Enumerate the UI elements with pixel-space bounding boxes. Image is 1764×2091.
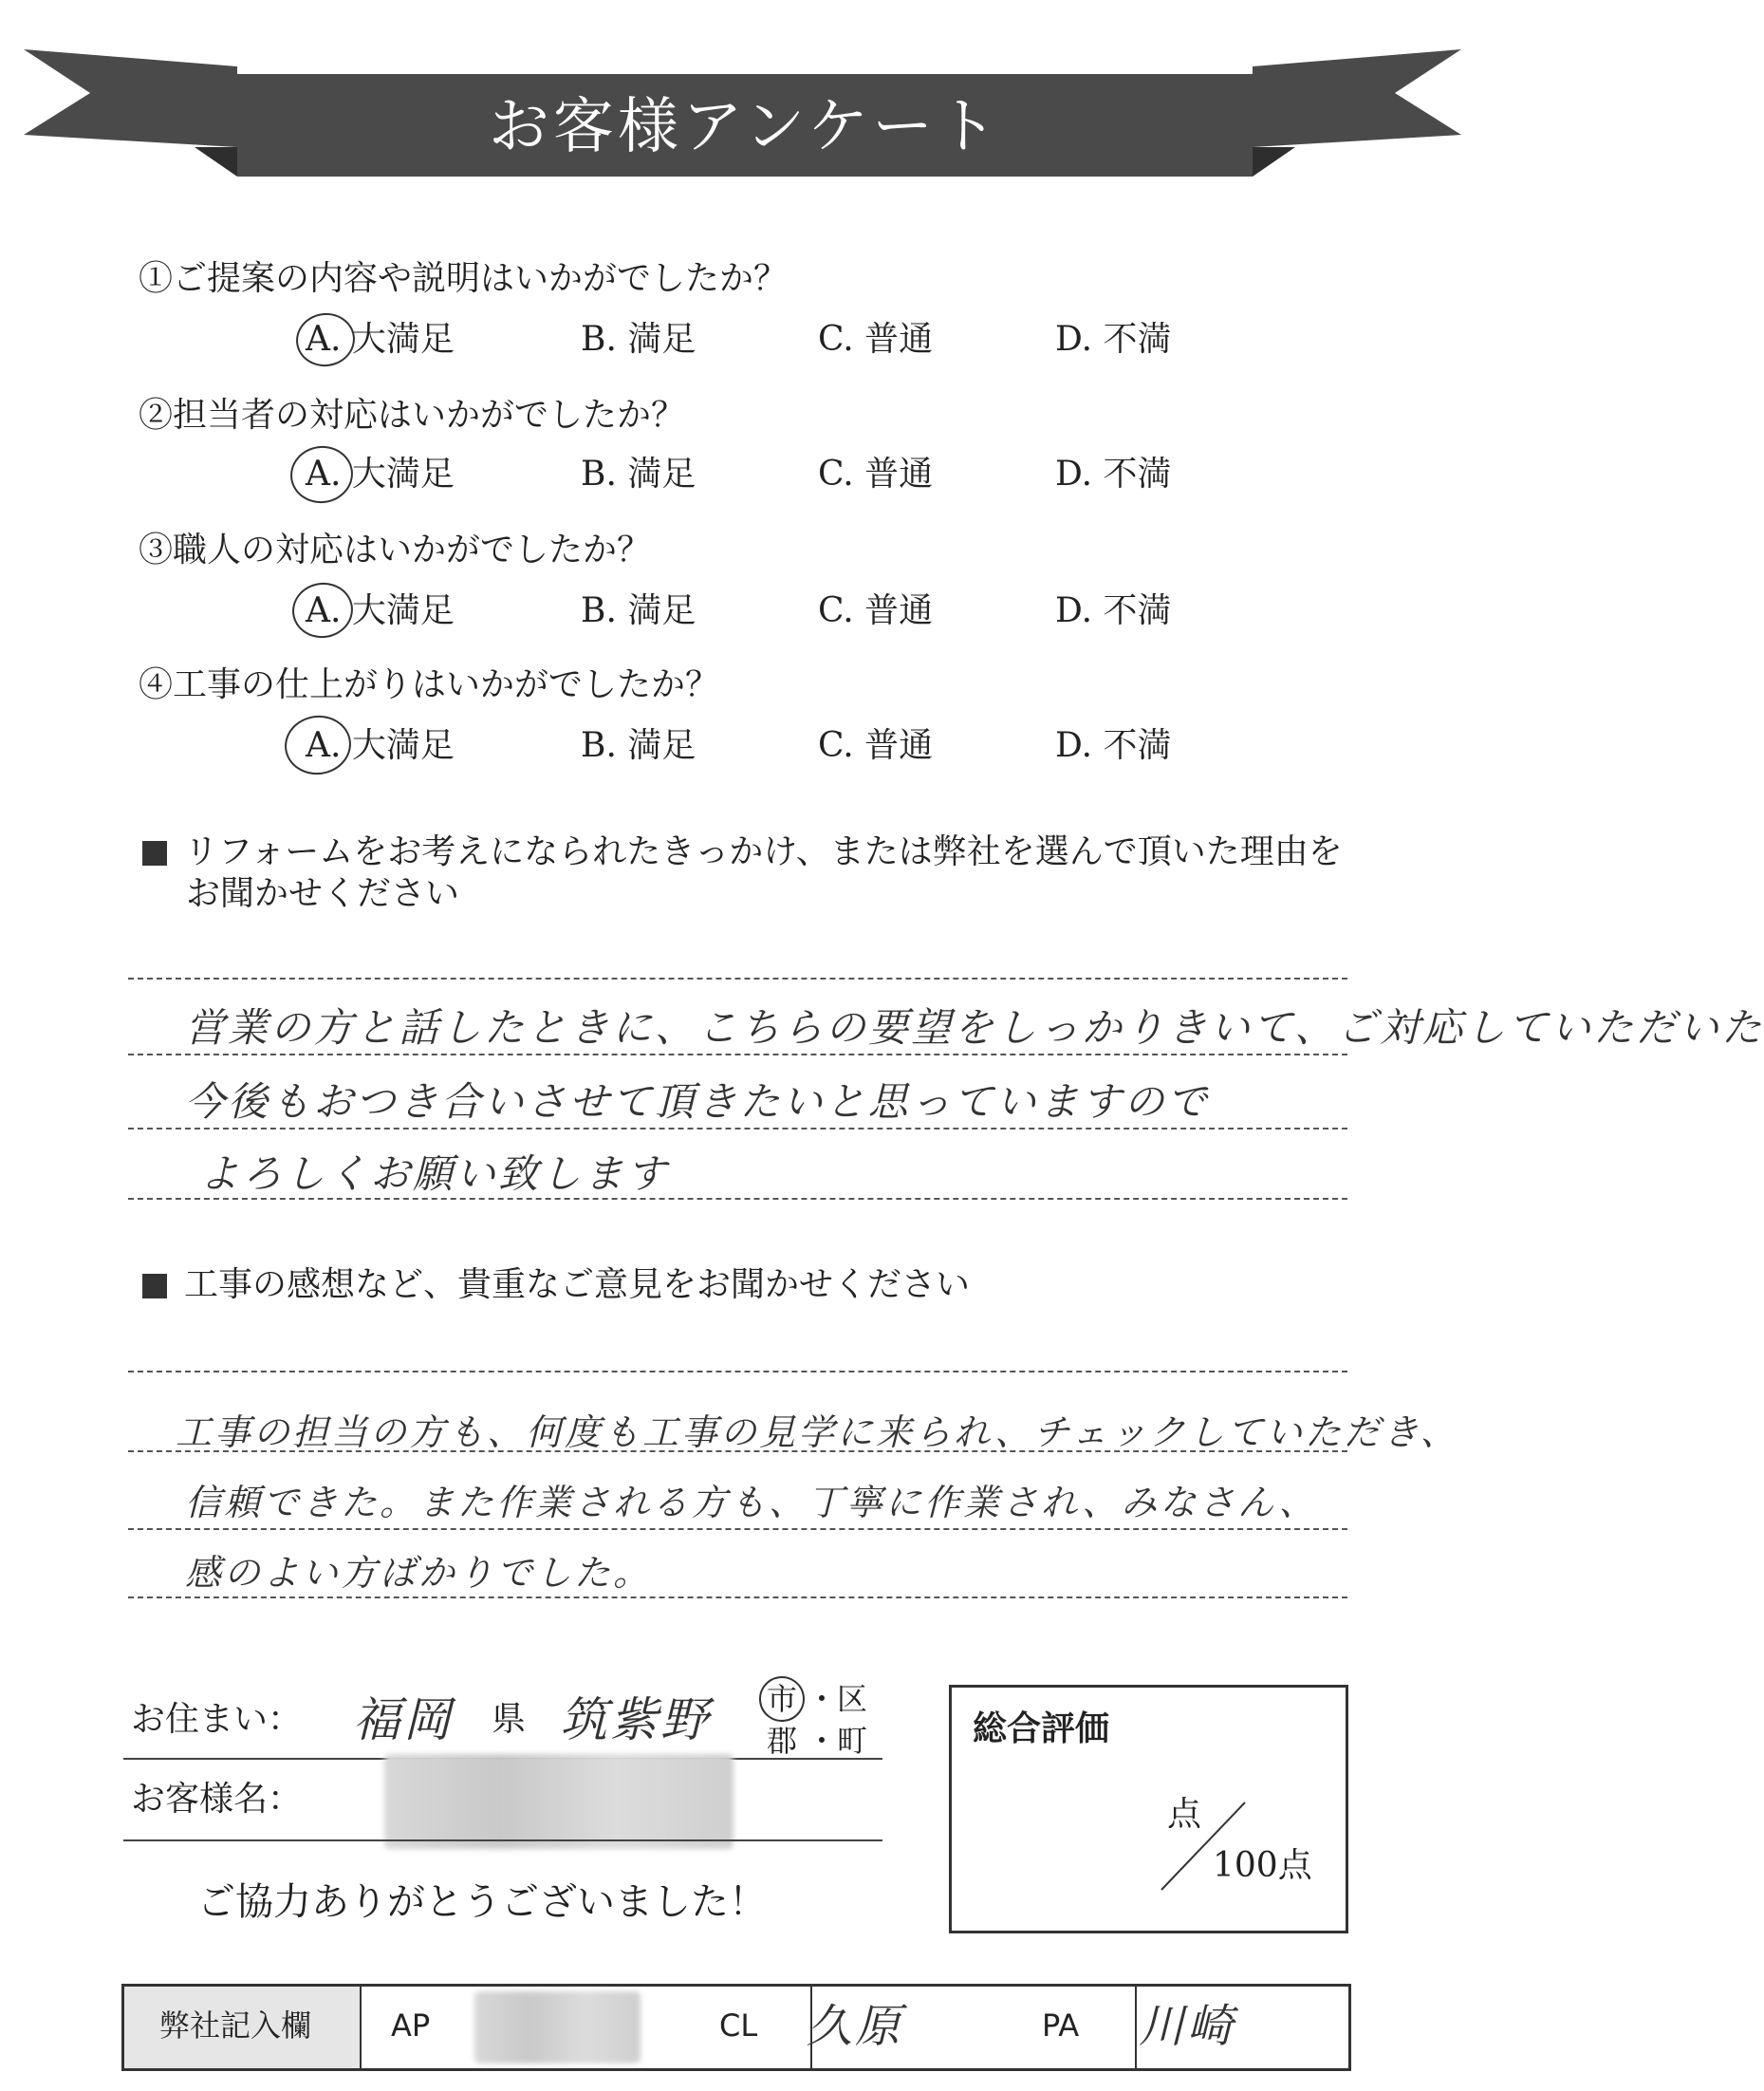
unit-shi: 市 <box>767 1681 798 1717</box>
answer-line <box>128 1528 1347 1530</box>
answer-line <box>128 1198 1347 1200</box>
square-bullet-icon <box>142 841 167 866</box>
answer-line <box>128 1128 1347 1130</box>
prefecture-value[interactable]: 福岡 <box>353 1692 454 1747</box>
reason-heading <box>142 830 1343 875</box>
customer-underline <box>123 1839 882 1841</box>
unit-selection-circle <box>756 1673 808 1725</box>
q1-option-a[interactable]: A. 大満足 <box>306 320 455 359</box>
q4-option-d[interactable]: D. 不満 <box>1055 726 1172 765</box>
prefecture-suffix: 県 <box>492 1700 527 1739</box>
question-4: ④工事の仕上がりはいかがでしたか？ <box>139 665 720 704</box>
question-1: ①ご提案の内容や説明はいかがでしたか？ <box>139 259 789 298</box>
answer-line <box>128 1596 1347 1598</box>
unit-gun: 郡 <box>767 1723 798 1759</box>
reason-answer-line-2[interactable]: 今後もおつき合いさせて頂きたいと思っていますので <box>185 1078 1210 1125</box>
q1-option-c[interactable]: C. 普通 <box>818 320 934 359</box>
question-3: ③職人の対応はいかがでしたか？ <box>139 531 652 569</box>
ap-label: AP <box>391 2007 431 2044</box>
evaluation-max: 100点 <box>1213 1846 1312 1885</box>
pa-label: PA <box>1042 2007 1080 2044</box>
impression-answer-line-3[interactable]: 感のよい方ばかりでした。 <box>185 1552 653 1594</box>
redacted-ap <box>474 1991 641 2063</box>
q4-option-a[interactable]: A. 大満足 <box>306 726 455 765</box>
q3-option-d[interactable]: D. 不満 <box>1055 591 1172 630</box>
q4-option-b[interactable]: B. 満足 <box>581 726 696 765</box>
cl-label: CL <box>719 2007 758 2044</box>
cl-value[interactable]: 久原 <box>807 2000 904 2053</box>
q3-option-b[interactable]: B. 満足 <box>581 591 696 630</box>
answer-line <box>128 978 1347 980</box>
q2-option-c[interactable]: C. 普通 <box>818 455 934 494</box>
thanks-message: ご協力ありがとうございました！ <box>197 1880 767 1924</box>
q1-option-b[interactable]: B. 満足 <box>581 320 696 359</box>
impression-heading <box>142 1262 970 1308</box>
city-value[interactable]: 筑紫野 <box>560 1692 711 1747</box>
q2-option-b[interactable]: B. 満足 <box>581 455 696 494</box>
answer-line <box>128 1450 1347 1452</box>
customer-name-label: お客様名： <box>131 1780 303 1819</box>
page-title: お客様アンケート <box>488 92 1002 162</box>
pa-value[interactable]: 川崎 <box>1139 2000 1236 2053</box>
q3-option-c[interactable]: C. 普通 <box>818 591 934 630</box>
reason-heading-text: リフォームをお考えになられたきっかけ、または弊社を選んで頂いた理由を <box>184 832 1343 871</box>
q1-option-d[interactable]: D. 不満 <box>1055 320 1172 359</box>
q2-option-d[interactable]: D. 不満 <box>1055 455 1172 494</box>
office-label: 弊社記入欄 <box>159 2007 312 2044</box>
q4-option-c[interactable]: C. 普通 <box>818 726 934 765</box>
reason-heading-line2: お聞かせください <box>186 874 460 913</box>
evaluation-label: 総合評価 <box>973 1709 1110 1748</box>
q2-option-a[interactable]: A. 大満足 <box>306 455 455 494</box>
impression-answer-line-1[interactable]: 工事の担当の方も、何度も工事の見学に来られ、チェックしていただき、 <box>176 1411 1459 1453</box>
evaluation-unit: 点 <box>1167 1795 1202 1834</box>
unit-cho: ・町 <box>807 1723 868 1759</box>
reason-answer-line-3[interactable]: よろしくお願い致します <box>199 1150 670 1197</box>
q3-option-a[interactable]: A. 大満足 <box>306 591 455 630</box>
answer-line <box>128 1371 1347 1372</box>
square-bullet-icon <box>142 1274 167 1298</box>
impression-answer-line-2[interactable]: 信頼できた。また作業される方も、丁寧に作業され、みなさん、 <box>185 1482 1318 1523</box>
address-label: お住まい： <box>131 1700 303 1739</box>
q4-selection-circle <box>281 711 355 778</box>
impression-heading-text: 工事の感想など、貴重なご意見をお聞かせください <box>184 1265 971 1304</box>
redacted-name <box>384 1754 733 1849</box>
reason-answer-line-1[interactable]: 営業の方と話したときに、こちらの要望をしっかりきいて、ご対応していただいた <box>185 1004 1764 1051</box>
answer-line <box>128 1054 1347 1055</box>
q2-selection-circle <box>287 442 357 508</box>
unit-ku: ・区 <box>807 1681 868 1717</box>
question-2: ②担当者の対応はいかがでしたか？ <box>139 396 686 435</box>
q3-selection-circle <box>288 579 356 642</box>
